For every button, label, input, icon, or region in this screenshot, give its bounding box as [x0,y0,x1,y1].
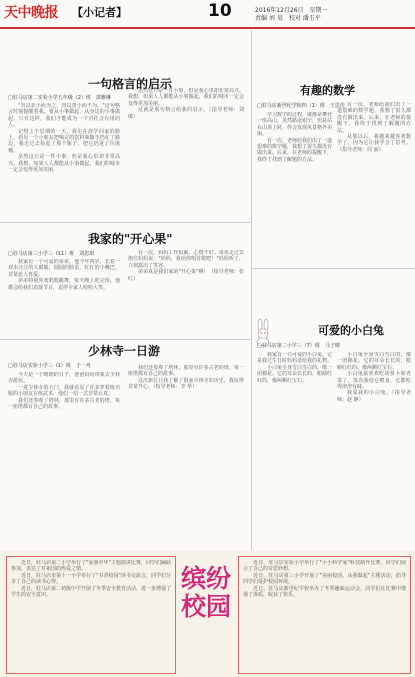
article-divider [0,222,250,223]
paragraph: 今天是一个晴朗的日子，爸爸妈妈带我去少林寺游玩。 [8,372,120,385]
paragraph: 有一次，妈妈工作很累，心情不好。弟弟走过去抱住妈妈说："妈妈，我给你唱首歌吧！"妈妈听了，立刻露出了笑容。 [128,250,244,269]
article-title: 有趣的数学 [300,84,355,97]
news-item: 近日，驻马店第二小学举行了"爱我中华"主题演讲比赛，同学们踊跃参加，表达了对祖国的热爱之情。 [11,560,171,573]
paragraph: "勿以恶小而为之，勿以善小而不为。"这句格言时刻提醒着我，要从小事做起，从身边的小事做起。只有这样，我们才能成为一个对社会有用的人。 [8,103,120,129]
paragraph: 小白兔全身雪白雪白的，像一团棉花。它的耳朵长长的，眼睛红红的，像两颗红宝石。 [337,352,411,371]
paragraph: 我家有一个可爱的弟弟，他今年四岁，长着一双水汪汪的大眼睛，圆圆的脸蛋，红红的小嘴巴，非常惹人喜爱。 [8,259,120,278]
news-box [6,556,176,674]
paragraph: 记得上个星期的一天，我走在放学回家的路上，看见一个小朋友把喝完的饮料瓶随手扔在了路边。我走过去捡起了那个瓶子，把它扔进了垃圾桶。 [8,128,120,154]
header-divider [0,27,415,29]
news-item: 近日，驻马店第二初级中学开展了冬季安全教育活动，进一步增强了学生的安全意识。 [11,585,171,599]
news-list [11,560,171,670]
paragraph: 这次旅行让我了解了很多少林寺的历史，我玩得非常开心。（指导老师：李 华） [128,377,244,391]
page-number: 10 [208,1,232,21]
article-title: 一句格言的启示 [88,77,173,91]
issue-date: 2016年12月26日 星期一 [255,7,328,14]
article-body [257,112,332,264]
paragraph: 有一次，老师给我们出了一道很难的数学题，我想了很久都没有做出来。后来，在老师的提醒下，我终于找到了解题的方法。 [257,137,332,163]
news-box [238,556,411,674]
paragraph: 有一次，老师给我们出了一道很难的数学题，我想了很久都没有做出来。后来，在老师的提醒下，我终于找到了解题的方法。 [337,102,411,134]
paragraph: 我们还参观了塔林，那里有许多古老的塔，每一座塔都有自己的故事。 [8,397,120,411]
article-body [8,372,120,547]
masthead-logo: 天中晚报 [4,5,58,21]
news-item: 近日，驻马店市第十一小学举行了"书香校园"读书交流会，同学们分享了自己的读书心得。 [11,572,171,586]
article-divider [252,268,415,269]
article-title: 可爱的小白兔 [318,324,384,337]
paragraph: 小白兔全身雪白雪白的，像一团棉花。它的耳朵长长的，眼睛红红的，像两颗红宝石。 [257,364,332,384]
campus-festival-title: 缤纷校园 [180,564,231,621]
article-body [337,102,411,264]
news-item: 近日，驻马店第三小学开展了"美丽校园，从我做起"主题活动，倡导同学们爱护校园环境。 [243,572,406,586]
section-title: 【小记者】 [72,6,127,19]
paragraph: 弟弟特别喜欢唱歌跳舞，每天晚上吃完饭，他都会给我们表演节目，逗得全家人哈哈大笑。 [8,278,120,291]
paragraph: 虽然这只是一件小事，但是我心里却非常高兴。我想，如果人人都能从小事做起，我们的城市一定会变得更加美丽。 [8,154,120,174]
editor-credits: 责编 刘 昊 校对 潘玉平 [255,15,321,22]
article-byline: □驻马店第二实验小学五年级（2）班 郭雅琳 [8,95,111,101]
article-title: 我家的"开心果" [88,232,173,246]
paragraph: 我家有一只可爱的小白兔，它是我过生日时妈妈送给我的礼物。 [257,352,332,365]
column-divider [251,30,252,550]
article-body [8,259,120,335]
article-divider [0,339,250,340]
paragraph: 学习数学的过程，就像是攀登一座高山，虽然路途艰辛，但是站在山顶上时，你会发现风景格外美丽。 [257,112,332,138]
article-title: 少林寺一日游 [88,344,161,358]
paragraph: 弟弟真是我们家的"开心果"啊！（指导老师：张 红） [128,269,244,282]
article-body [337,352,411,547]
paragraph: 这就是那句格言给我的启示。（指导老师：刘 敏） [128,107,244,120]
paragraph: 小白兔最喜欢吃胡萝卜和青菜了，每次我给它喂食，它都吃得津津有味。 [337,371,411,391]
paragraph: 一进少林寺的大门，我就看见了许多穿着练功服的小朋友在练武术，他们一招一式非常认真。 [8,384,120,398]
news-item: 近日，驻马店实验小学举行了"小小科学家"科技制作比赛，同学们展示了自己的奇思妙想。 [243,560,406,573]
paragraph: 我们还参观了塔林，那里有许多古老的塔，每一座塔都有自己的故事。 [128,365,244,378]
article-body [257,352,332,547]
paragraph: 我爱我的小白兔。（指导老师：赵 静） [337,390,411,403]
article-byline: □驻马店第三小学三（11）班 刘思琪 [8,251,95,257]
article-byline: □驻马店实验小学三（1）班 于一舟 [8,363,91,369]
paragraph: 虽然这只是一件小事，但是我心里却非常高兴。我想，如果人人都能从小事做起，我们的城市一定会变得更加美丽。 [128,88,244,107]
article-body [128,88,244,218]
news-list [243,560,406,670]
article-body [8,103,120,218]
article-body [128,250,244,335]
article-body [128,365,244,547]
paragraph: 从那以后，我越来越喜欢数学了，因为它让我学会了思考。（指导老师：周 丽） [337,134,411,153]
article-byline: □驻马店新世纪学校四（1）班 王思佳 [257,103,345,109]
news-item: 近日，驻马店新世纪学校举办了冬季趣味运动会，同学们在比赛中增强了体质，收获了快乐。 [243,585,406,599]
article-byline: □驻马店第二小学三（7）班 马子晴 [257,343,340,349]
